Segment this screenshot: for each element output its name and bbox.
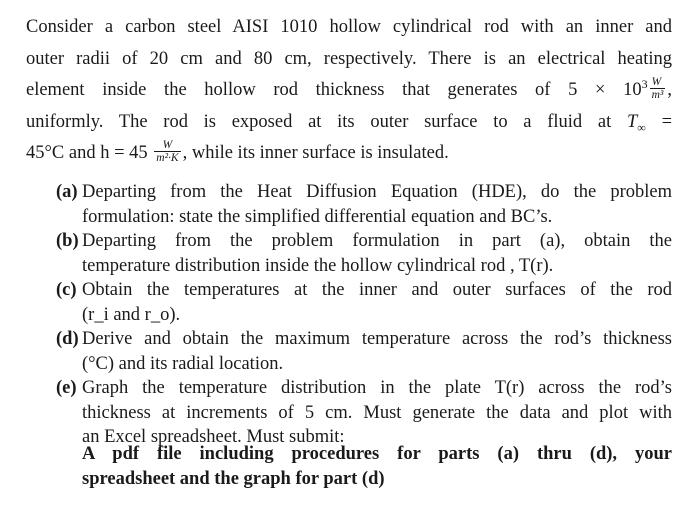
submission-requirements [82, 442, 672, 492]
question-b: (b) Departing from the problem formulation in part (a), obtain the temperature distribution inside the hollow cylindrical rod , T(r). [56, 231, 672, 276]
intro-line-3: element inside the hollow rod thickness that generates of $5 \times 10^3$ $\frac{W}{\text{m³}}$ , [26, 76, 672, 102]
convection-units: $\frac{W}{\text{m²·K}}$ [156, 139, 179, 165]
fluid-conditions: 45°C and h = 45 [26, 143, 153, 163]
question-c: (c) Obtain the temperatures at the inner and outer surfaces of the rod (r_i and r_o). [56, 280, 672, 325]
question-label: (a) [56, 182, 78, 202]
question-label: (c) [56, 280, 77, 300]
problem-statement [26, 12, 672, 170]
t-infinity-symbol: T [626, 111, 638, 132]
question-label: (d) [56, 329, 79, 349]
intro-line-1: Consider a carbon steel AISI 1010 hollow cylindrical rod with an inner and [26, 17, 672, 37]
question-a: (a) Departing from the Heat Diffusion Equation (HDE), do the problem formulation: state the simplified differential equation and BC’s. [56, 182, 672, 227]
question-label: (e) [56, 378, 77, 398]
submit-line-1: A pdf file including procedures for parts (a) thru (d), your [82, 444, 672, 464]
generation-exponent: 3 [641, 76, 648, 91]
intro-line-5: 45°C and h = 45 $\frac{W}{\text{m²·K}}$ , while its inner surface is insulated. [26, 139, 449, 165]
question-label: (b) [56, 231, 79, 251]
generation-text: element inside the hollow rod thickness that generates of 5 × 10 [26, 80, 642, 100]
question-d: (d) Derive and obtain the maximum temperature across the rod’s thickness (°C) and its radial location. [56, 329, 672, 374]
generation-units: $\frac{W}{\text{m³}}$ [651, 76, 664, 102]
question-e: (e) Graph the temperature distribution in the plate T(r) across the rod’s thickness at increments of 5 cm. Must generate the data and plot with an Excel spreadsheet. Must submit: [56, 378, 672, 447]
intro-line-2: outer radii of 20 cm and 80 cm, respectively. There is an electrical heating [26, 48, 672, 69]
intro-line-4: uniformly. The rod is exposed at its outer surface to a fluid at $T_\infty$ = [26, 111, 672, 135]
question-list [56, 180, 672, 450]
submit-line-2: spreadsheet and the graph for part (d) [82, 469, 385, 489]
